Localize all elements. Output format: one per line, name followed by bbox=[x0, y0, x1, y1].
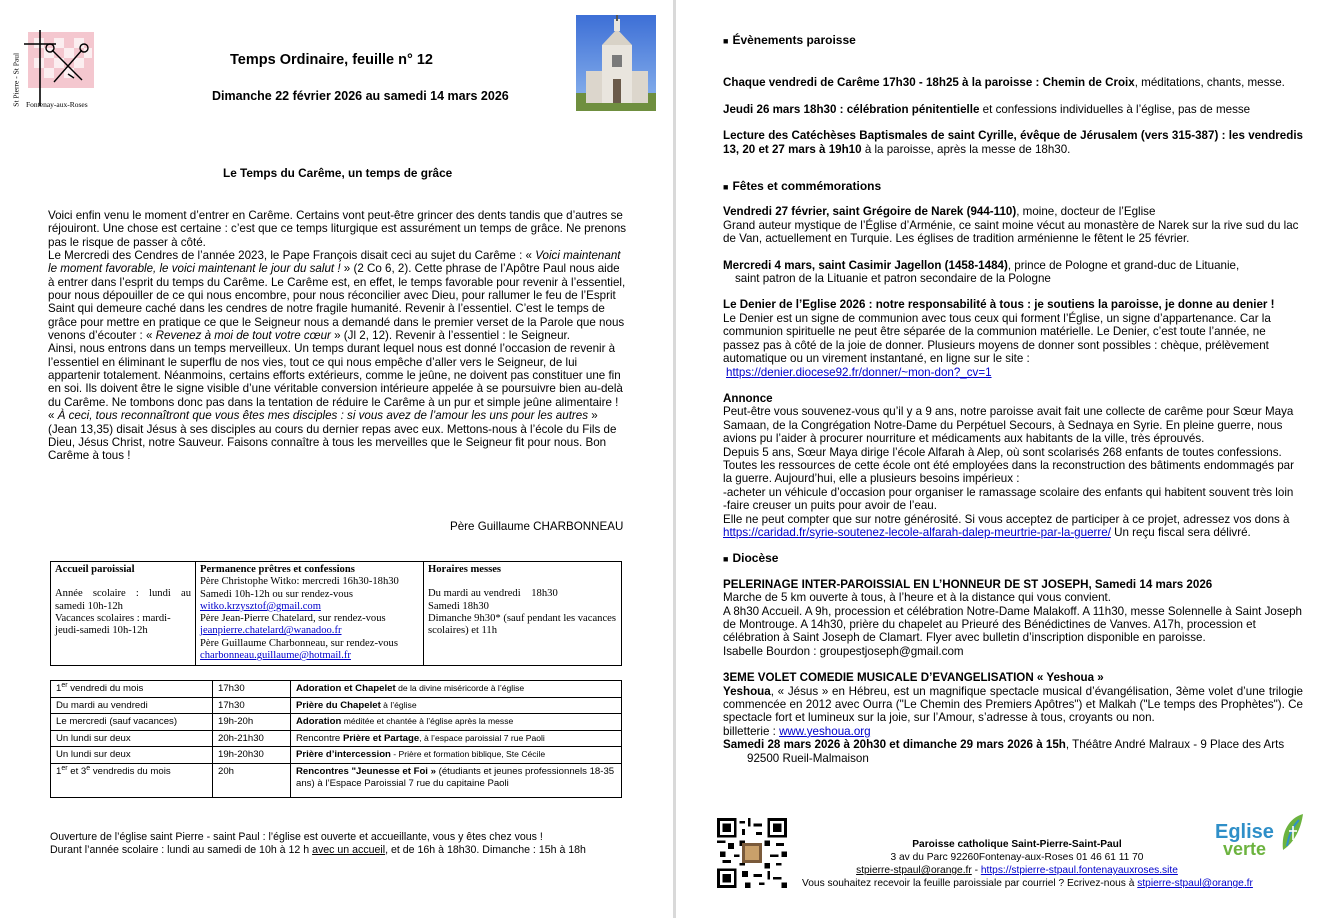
article-text: » (Jean 13,35) disait Jésus à ses disciples au cours du dernier repas avec eux. Mettons-nous à l’école du Fils de Dieu, Jésus Christ, notre Sauveur. Faisons connaître à tous les merveilles que le Seigneur fit pour nous. Bon Carême à tous ! bbox=[48, 409, 617, 463]
parish-address: 3 av du Parc 92260Fontenay-aux-Roses 01 46 61 11 70 bbox=[890, 852, 1144, 863]
eglise-verte-logo bbox=[1205, 812, 1305, 862]
horaires-cell bbox=[424, 562, 622, 666]
schedule-time: 17h30 bbox=[213, 697, 291, 714]
church-photo bbox=[576, 15, 656, 111]
permanence-line: Samedi 10h-12h ou sur rendez-vous bbox=[200, 588, 353, 600]
when-text: Un lundi sur deux bbox=[56, 749, 131, 761]
article-signature: Père Guillaume CHARBONNEAU bbox=[450, 520, 624, 533]
email-link-charbonneau[interactable]: charbonneau.guillaume@hotmail.fr bbox=[200, 650, 351, 662]
email-link-chatelard[interactable]: jeanpierre.chatelard@wanadoo.fr bbox=[200, 625, 342, 637]
event-bold: Lecture des Catéchèses Baptismales de saint Cyrille, évêque de Jérusalem (vers 315-387) : les vendredis 13, 20 et 27 mars à 19h10 bbox=[723, 129, 1303, 156]
article-text: » (Jl 2, 12). Revenir à l’essentiel : le Seigneur. bbox=[330, 329, 571, 343]
what-text: (étudiants et jeunes professionnels 18-35 ans) à l’Espace Paroissial 7 rue du capitaine Paoli bbox=[296, 765, 615, 789]
church-opening-info bbox=[50, 831, 650, 857]
article-paragraph: Voici enfin venu le moment d’entrer en Carême. Certains vont peut-être grincer des dents tandis que d’autres se réjouiront. Une chose est certaine : c’est que ce temps liturgique est assurément un temps de grâce. Ne prenons pas le risque de passer à côté. bbox=[48, 209, 627, 249]
horaires-line: Samedi 18h30 bbox=[428, 600, 489, 612]
when-text: Un lundi sur deux bbox=[56, 732, 131, 744]
logo-town: Fontenay-aux-Roses bbox=[26, 100, 88, 109]
what-bold: Prière du Chapelet bbox=[296, 699, 381, 711]
schedule-time: 17h30 bbox=[213, 681, 291, 698]
feast-text: Grand auteur mystique de l’Église d’Arménie, ce saint moine vécut au monastère de Narek sur la rive sud du lac de Van, actuellement en Turquie. Les églises de tradition arménienne le fêtent le 25 février. bbox=[723, 218, 1299, 246]
square-bullet-icon: ■ bbox=[723, 554, 729, 565]
article-quote: À ceci, tous reconnaîtront que vous êtes mes disciples : si vous avez de l’amour les uns pour les autres bbox=[57, 409, 589, 423]
annonce-text: -faire creuser un puits pour avoir de l’eau. bbox=[723, 499, 937, 513]
right-content bbox=[723, 34, 1303, 765]
newsletter-email-link[interactable]: stpierre-stpaul@orange.fr bbox=[1137, 878, 1253, 889]
feast-text: saint patron de la Lituanie et patron secondaire de la Pologne bbox=[735, 272, 1051, 286]
event-text: et confessions individuelles à l’église, pas de messe bbox=[979, 102, 1251, 116]
parish-name: Paroisse catholique Saint-Pierre-Saint-Paul bbox=[912, 839, 1122, 850]
denier-link-row bbox=[723, 366, 1303, 379]
denier-link[interactable]: https://denier.diocese92.fr/donner/~mon-don?_cv=1 bbox=[726, 365, 992, 379]
annonce-text-part: Un reçu fiscal sera délivré. bbox=[1110, 525, 1251, 539]
schedule-row bbox=[51, 697, 622, 714]
annonce-title: Annonce bbox=[723, 391, 773, 405]
schedule-table bbox=[50, 680, 622, 798]
schedule-when bbox=[51, 714, 213, 731]
schedule-row bbox=[51, 747, 622, 764]
opening-text: Durant l’année scolaire : lundi au samedi de 10h à 12 h bbox=[50, 844, 313, 856]
schedule-what bbox=[291, 730, 622, 747]
pilgrimage-title: PELERINAGE INTER-PAROISSIAL EN L’HONNEUR DE ST JOSEPH, Samedi 14 mars 2026 bbox=[723, 577, 1213, 591]
when-text: 1 bbox=[56, 683, 62, 694]
article-text: Le Mercredi des Cendres de l’année 2023, le Pape François disait ceci au sujet du Carême : « bbox=[48, 249, 536, 263]
feast-bold: Vendredi 27 février, saint Grégoire de Narek (944-110) bbox=[723, 205, 1017, 219]
annonce-text: -acheter un véhicule d’occasion pour organiser le ramassage scolaire des enfants qui habitent souvent très loin bbox=[723, 485, 1294, 499]
pilgrimage-text: Isabelle Bourdon : groupestjoseph@gmail.com bbox=[723, 644, 964, 658]
schedule-what bbox=[291, 763, 622, 797]
square-bullet-icon: ■ bbox=[723, 182, 729, 193]
musical-venue: , Théâtre André Malraux - 9 Place des Arts bbox=[1065, 738, 1285, 752]
accueil-line: Vacances scolaires : mardi-jeudi-samedi 10h-12h bbox=[55, 612, 171, 637]
accueil-line: Année scolaire : lundi au samedi 10h-12h bbox=[55, 588, 191, 612]
feast-bold: Mercredi 4 mars, saint Casimir Jagellon (1458-1484) bbox=[723, 258, 1008, 272]
horaires-line: Dimanche 9h30* (sauf pendant les vacances scolaires) et 11h bbox=[428, 612, 616, 637]
accueil-title: Accueil paroissial bbox=[55, 564, 135, 575]
when-text: vendredis du mois bbox=[90, 765, 171, 777]
schedule-what bbox=[291, 747, 622, 764]
opening-text: , et de 16h à 18h30. Dimanche : 15h à 18h bbox=[385, 844, 586, 856]
square-bullet-icon: ■ bbox=[723, 36, 729, 46]
annonce-text bbox=[723, 513, 1303, 540]
feast-item bbox=[723, 259, 1303, 286]
what-text: Rencontre bbox=[296, 732, 343, 744]
article-body bbox=[48, 209, 628, 463]
qr-code bbox=[717, 818, 787, 888]
schedule-what bbox=[291, 681, 622, 698]
opening-line bbox=[50, 844, 650, 857]
what-text: , à l’espace paroissial 7 rue Paoli bbox=[419, 732, 545, 743]
schedule-row bbox=[51, 714, 622, 731]
pilgrimage-text: A 8h30 Accueil. A 9h, procession et célébration Notre-Dame Malakoff. A 11h30, messe Solennelle à Saint Joseph de Montrouge. A 14h30, prière du chapelet au Prieuré des Bénédictines de Vanves. A17h, procession et célébration à Saint Joseph de Clamart. Flyer avec bulletin d’inscription disponible en paroisse. bbox=[723, 604, 1302, 645]
musical-text-part: , « Jésus » en Hébreu, est un magnifique spectacle musical d’évangélisation, 3ème volet d’une trilogie commencée en 2012 avec Ourra ("Le Chemin des Premiers Apôtres") et Malkah ("Le temps des Prophètes"). Ce spectacle fort et lumineux sur la joie, sur l’Amour, s’adresse à tous, croyants ou non. bbox=[723, 684, 1303, 725]
what-bold: Adoration bbox=[296, 716, 342, 728]
logo-eglise-text: Eglise bbox=[1215, 821, 1274, 843]
when-text: 1 bbox=[56, 765, 62, 777]
schedule-when bbox=[51, 730, 213, 747]
denier-title: Le Denier de l’Eglise 2026 : notre responsabilité à tous : je soutiens la paroisse, je donne au denier ! bbox=[723, 298, 1275, 312]
permanence-line: Père Christophe Witko: mercredi 16h30-18h30 bbox=[200, 576, 399, 588]
article-quote: Voici maintenant le moment favorable, le voici maintenant le jour du salut ! bbox=[48, 249, 621, 276]
article-paragraph bbox=[48, 249, 628, 342]
article-text: « bbox=[48, 409, 58, 423]
schedule-time: 20h-21h30 bbox=[213, 730, 291, 747]
article-text: » (2 Co 6, 2). Cette phrase de l’Apôtre Paul nous aide à entrer dans l’esprit du temps du Carême. Le Carême est, en effet, le temps favorable pour revenir à l’essentiel, pour nous dépouiller de ce qui nous encombre, pour nous réconcilier avec Dieu, pour rallumer le feu de l’Esprit Saint qui demeure caché dans les cendres de notre fragile humanité. Revenir à l’essentiel. C’est le temps de grâce pour mettre en pratique ce que le Seigneur nous a demandé dans le premier verset de la Parole que nous venons d’écouter : « bbox=[48, 262, 626, 343]
permanence-line: Père Guillaume Charbonneau, sur rendez-vous bbox=[200, 637, 398, 649]
accueil-cell bbox=[51, 562, 196, 666]
leaf-cross-icon bbox=[1279, 812, 1305, 852]
article-paragraph: Ainsi, nous entrons dans un temps merveilleux. Un temps durant lequel nous est donné l’occasion de revenir à l’essentiel en éliminant le superflu de nos vies, tout ce qui nous empêche d’aller vers le Seigneur, de lui appartenir totalement. Néanmoins, certains efforts extérieurs, comme le jeûne, ne doivent pas constituer une fin en soi. Ils doivent être le signe visible d’une véritable conversion intérieure appelée à se poursuivre bien au-delà du Carême. Ne tombons donc pas dans la tentation de réduire le Carême à un pur et simple jeûne alimentaire ! bbox=[48, 342, 623, 409]
event-item bbox=[723, 129, 1303, 156]
musical-title: 3EME VOLET COMEDIE MUSICALE D’EVANGELISATION « Yeshoua » bbox=[723, 671, 1104, 685]
schedule-what bbox=[291, 714, 622, 731]
when-text: et 3 bbox=[67, 765, 87, 777]
link-separator: - bbox=[971, 865, 981, 876]
when-text: Le mercredi (sauf vacances) bbox=[56, 716, 178, 728]
article-quote: Revenez à moi de tout votre cœur bbox=[155, 329, 331, 343]
event-bold: Jeudi 26 mars 18h30 : célébration pénitentielle bbox=[723, 102, 980, 116]
parish-logo bbox=[8, 30, 108, 110]
caridad-link[interactable]: https://caridad.fr/syrie-soutenez-lecole-alfarah-dalep-meurtrie-par-la-guerre/ bbox=[723, 525, 1111, 539]
schedule-time: 19h-20h30 bbox=[213, 747, 291, 764]
newsletter-line bbox=[802, 877, 1322, 890]
schedule-when bbox=[51, 747, 213, 764]
permanence-line: Père Jean-Pierre Chatelard, sur rendez-vous bbox=[200, 613, 386, 625]
what-bold: Prière et Partage bbox=[342, 732, 420, 744]
musical-ticket bbox=[723, 725, 1303, 738]
musical-text bbox=[723, 685, 1303, 725]
event-text: , méditations, chants, messe. bbox=[1134, 76, 1285, 90]
what-text: à l’église bbox=[380, 699, 417, 710]
musical-dates bbox=[723, 738, 1303, 765]
right-page bbox=[677, 0, 1330, 918]
horaires-line: Du mardi au vendredi 18h30 bbox=[428, 588, 558, 600]
pilgrimage-text: Marche de 5 km ouverte à tous, à l’heure et à la distance qui vous convient. bbox=[723, 591, 1111, 605]
page-title: Temps Ordinaire, feuille n° 12 bbox=[230, 52, 433, 68]
permanence-cell bbox=[196, 562, 424, 666]
yeshoua-link[interactable]: www.yeshoua.org bbox=[779, 724, 871, 738]
feast-text: , moine, docteur de l’Eglise bbox=[1016, 205, 1156, 219]
logo-vertical-text: St Pierre - St Paul bbox=[11, 52, 21, 107]
what-bold: Prière d’intercession bbox=[296, 749, 391, 761]
horaires-title: Horaires messes bbox=[428, 564, 502, 575]
musical-dates-bold: Samedi 28 mars 2026 à 20h30 et dimanche 29 mars 2026 à 15h bbox=[723, 738, 1066, 752]
annonce-text-part: Elle ne peut compter que sur notre générosité. Si vous acceptez de participer à ce projet, adressez vos dons à bbox=[723, 512, 1290, 526]
section-title-fetes bbox=[723, 180, 1303, 194]
ticket-label: billetterie : bbox=[723, 724, 780, 738]
what-bold: Adoration et Chapelet bbox=[296, 683, 396, 694]
schedule-time: 19h-20h bbox=[213, 714, 291, 731]
parish-contact-links bbox=[802, 864, 1322, 877]
feast-item bbox=[723, 205, 1303, 245]
musical-bold: Yeshoua bbox=[723, 684, 771, 698]
what-bold: Rencontres "Jeunesse et Foi » bbox=[296, 765, 436, 777]
musical-city: 92500 Rueil-Malmaison bbox=[747, 751, 869, 765]
section-title-text: Diocèse bbox=[732, 551, 779, 566]
parish-email-link[interactable]: stpierre-stpaul@orange.fr bbox=[856, 865, 972, 876]
what-text: méditée et chantée à l’église après la messe bbox=[341, 716, 514, 727]
schedule-row bbox=[51, 730, 622, 747]
section-title-text: Évènements paroisse bbox=[732, 33, 856, 47]
when-text: vendredi du mois bbox=[67, 683, 144, 694]
schedule-what bbox=[291, 697, 622, 714]
schedule-when bbox=[51, 763, 213, 797]
when-sup: er bbox=[61, 764, 68, 772]
opening-text-underlined: avec un accueil bbox=[312, 844, 386, 856]
schedule-when bbox=[51, 697, 213, 714]
annonce-text: Depuis 5 ans, Sœur Maya dirige l’école Alfarah à Alep, où sont scolarisés 268 enfants de toutes confessions. Toutes les ressources de cette école ont été employées dans la reconstruction des bâtiments endommagés par la guerre. Aujourd’hui, elle a plusieurs besoins impérieux : bbox=[723, 445, 1294, 486]
section-title-diocese bbox=[723, 552, 1303, 566]
opening-line: Ouverture de l’église saint Pierre - saint Paul : l’église est ouverte et accueillante, vous y êtes chez vous ! bbox=[50, 831, 543, 843]
event-item bbox=[723, 103, 1303, 116]
what-text: de la divine miséricorde à l’église bbox=[395, 683, 525, 693]
schedule-when bbox=[51, 681, 213, 698]
what-text: - Prière et formation biblique, Ste Cécile bbox=[390, 749, 546, 760]
date-range: Dimanche 22 février 2026 au samedi 14 mars 2026 bbox=[212, 89, 509, 103]
logo-verte-text: verte bbox=[1223, 839, 1267, 859]
email-link-witko[interactable]: witko.krzysztof@gmail.com bbox=[200, 600, 321, 612]
page-divider bbox=[673, 0, 676, 918]
feast-text: , prince de Pologne et grand-duc de Lituanie, bbox=[1007, 258, 1240, 272]
article-paragraph bbox=[48, 409, 628, 462]
schedule-row bbox=[51, 681, 622, 698]
schedule-time: 20h bbox=[213, 763, 291, 797]
section-title-text: Fêtes et commémorations bbox=[732, 179, 882, 194]
event-bold: Chaque vendredi de Carême 17h30 - 18h25 à la paroisse : Chemin de Croix bbox=[723, 76, 1135, 90]
when-sup: er bbox=[61, 681, 68, 689]
denier-text: Le Denier est un signe de communion avec tous ceux qui forment l’Église, un signe d’appartenance. Car la communion spirituelle ne peut être séparée de la communion matérielle. Le Denier, c’est toute l’année, ne passez pas à côté de la joie de donner. Plusieurs moyens de donner sont possibles : chèque, prélèvement automatique ou un virement instantané, en ligne sur le site : bbox=[723, 311, 1271, 366]
schedule-row bbox=[51, 763, 622, 797]
info-table bbox=[50, 561, 622, 666]
section-title-events bbox=[723, 34, 1303, 48]
newsletter-text: Vous souhaitez recevoir la feuille paroissiale par courriel ? Ecrivez-nous à bbox=[802, 878, 1138, 889]
permanence-title: Permanence prêtres et confessions bbox=[200, 564, 355, 575]
event-item bbox=[723, 76, 1303, 89]
article-title: Le Temps du Carême, un temps de grâce bbox=[223, 166, 453, 180]
when-text: Du mardi au vendredi bbox=[56, 699, 148, 711]
when-sup: e bbox=[86, 764, 91, 772]
event-text: à la paroisse, après la messe de 18h30. bbox=[861, 142, 1071, 156]
parish-website-link[interactable]: https://stpierre-stpaul.fontenayauxroses.site bbox=[980, 865, 1178, 876]
qr-code-icon bbox=[717, 818, 787, 888]
annonce-text: Peut-être vous souvenez-vous qu’il y a 9 ans, notre paroisse avait fait une collecte de carême pour Sœur Maya Samaan, de la Congrégation Notre-Dame du Perpétuel Secours, à Sednaya en Syrie. En pleine guerre, nous avions pu l’aider à procurer nourriture et médicaments aux habitants de la ville, très éprouvés. bbox=[723, 405, 1294, 446]
